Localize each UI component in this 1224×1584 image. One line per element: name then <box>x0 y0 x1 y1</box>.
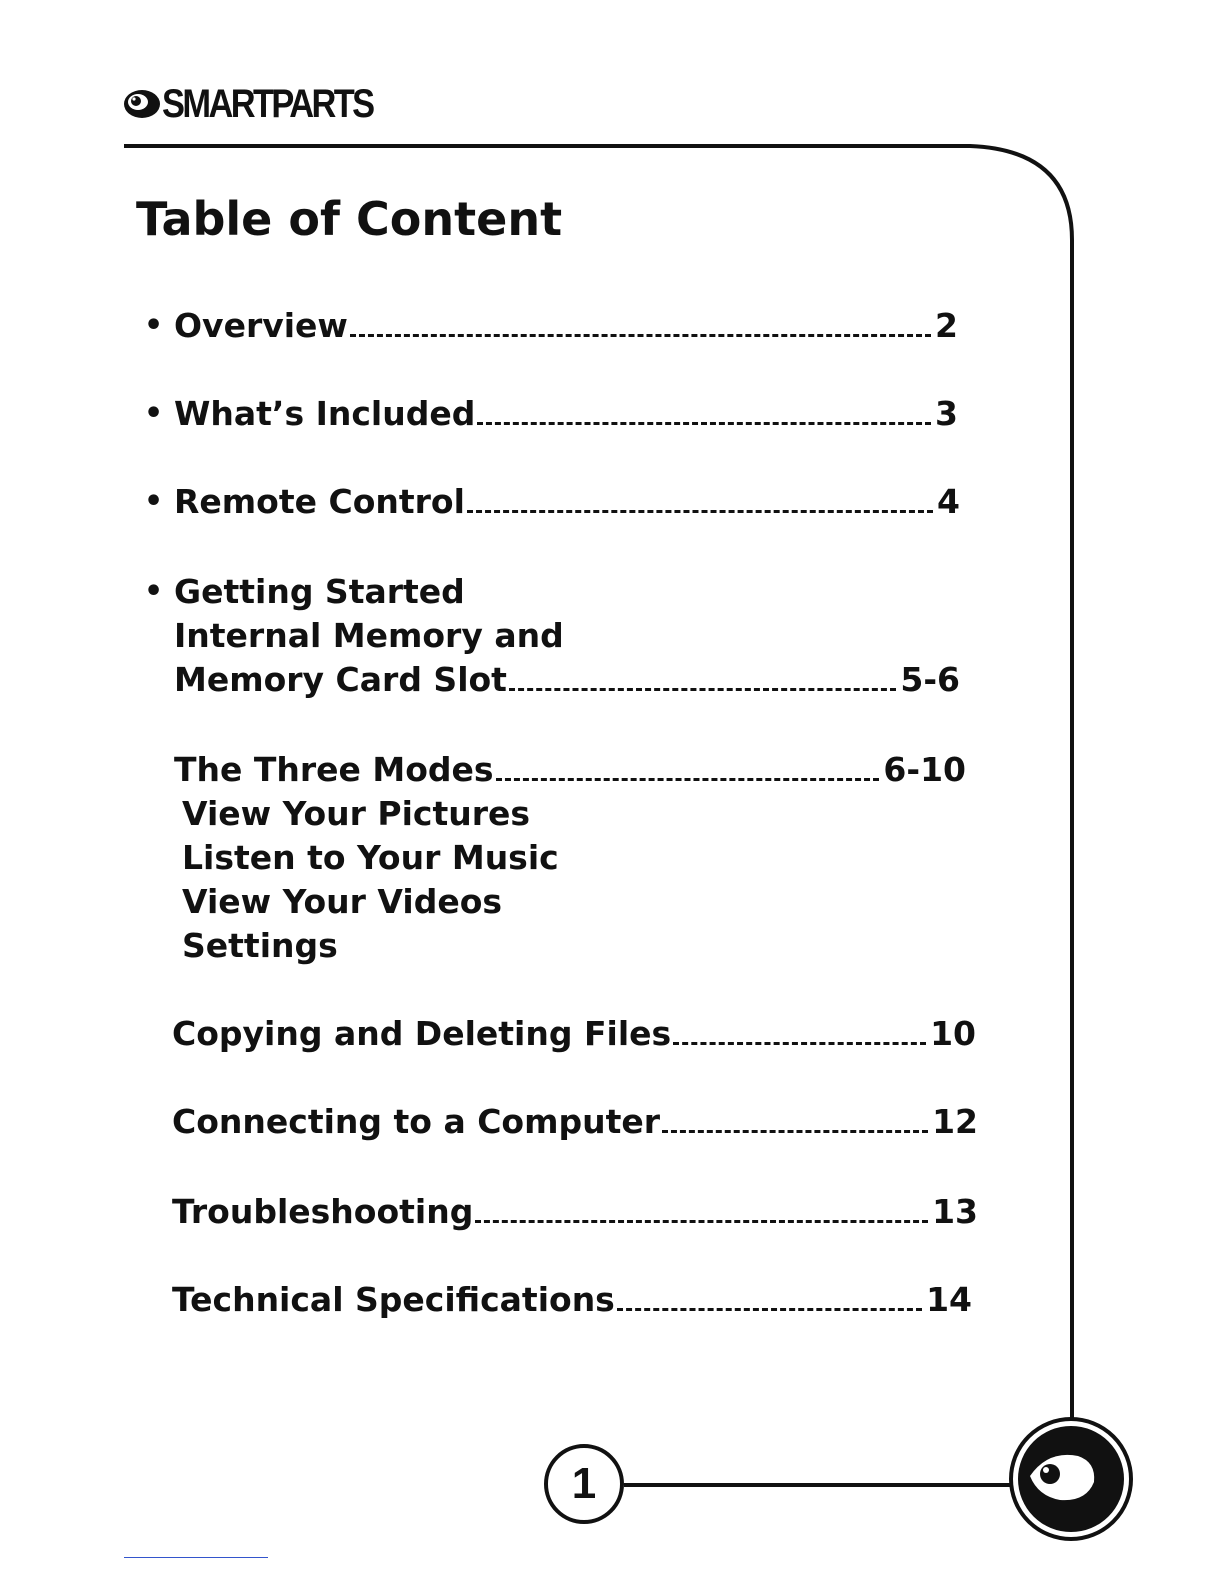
dot-leader <box>496 778 880 781</box>
dot-leader <box>477 422 931 425</box>
toc-label: Troubleshooting <box>172 1192 474 1231</box>
toc-label-internal-memory: Internal Memory and <box>174 616 564 655</box>
toc-page: 3 <box>935 394 958 433</box>
toc-label: Overview <box>174 306 348 345</box>
dot-leader <box>617 1308 922 1311</box>
toc-entry-copying-deleting[interactable] <box>172 1012 976 1056</box>
toc-label: Memory Card Slot <box>174 660 507 699</box>
page-title: Table of Content <box>136 192 563 246</box>
dot-leader <box>662 1130 928 1133</box>
toc-label: Remote Control <box>174 482 465 521</box>
toc-entry-connecting-computer[interactable] <box>172 1100 978 1144</box>
toc-label: Technical Specifications <box>172 1280 615 1319</box>
toc-page: 10 <box>930 1014 976 1053</box>
bullet: • <box>144 484 164 519</box>
toc-label: Copying and Deleting Files <box>172 1014 672 1053</box>
page-number-text: 1 <box>571 1459 597 1508</box>
toc-entry-memory-card-slot[interactable] <box>174 658 960 702</box>
toc-entry-technical-specs[interactable] <box>172 1278 972 1322</box>
toc-page: 13 <box>932 1192 978 1231</box>
dot-leader <box>467 510 933 513</box>
page-number <box>544 1444 624 1524</box>
brand-name: SMARTPARTS <box>162 81 373 126</box>
toc-page: 14 <box>926 1280 972 1319</box>
toc-page: 6-10 <box>883 750 966 789</box>
toc-heading-getting-started: Getting Started <box>174 572 465 611</box>
toc-entry-whats-included[interactable] <box>174 392 958 436</box>
toc-page: 12 <box>932 1102 978 1141</box>
dot-leader <box>673 1042 926 1045</box>
bullet: • <box>144 308 164 343</box>
dot-leader <box>350 334 931 337</box>
toc-subitem-videos[interactable]: View Your Videos <box>182 882 503 921</box>
toc-label: Connecting to a Computer <box>172 1102 661 1141</box>
toc-subitem-music[interactable]: Listen to Your Music <box>182 838 559 877</box>
dot-leader <box>509 688 896 691</box>
toc-entry-remote-control[interactable] <box>174 480 960 524</box>
bullet: • <box>144 396 164 431</box>
toc-page: 4 <box>937 482 960 521</box>
toc-subitem-settings[interactable]: Settings <box>182 926 338 965</box>
dot-leader <box>475 1220 928 1223</box>
toc-entry-three-modes[interactable] <box>174 748 966 792</box>
toc-page: 2 <box>935 306 958 345</box>
eye-logo-icon <box>1008 1416 1134 1542</box>
bullet: • <box>144 574 164 609</box>
toc-label: What’s Included <box>174 394 476 433</box>
toc-subitem-pictures[interactable]: View Your Pictures <box>182 794 531 833</box>
toc-label: The Three Modes <box>174 750 494 789</box>
footer-rule <box>124 1557 268 1558</box>
toc-entry-overview[interactable] <box>174 304 958 348</box>
toc-page: 5-6 <box>900 660 960 699</box>
toc-entry-troubleshooting[interactable] <box>172 1190 978 1234</box>
